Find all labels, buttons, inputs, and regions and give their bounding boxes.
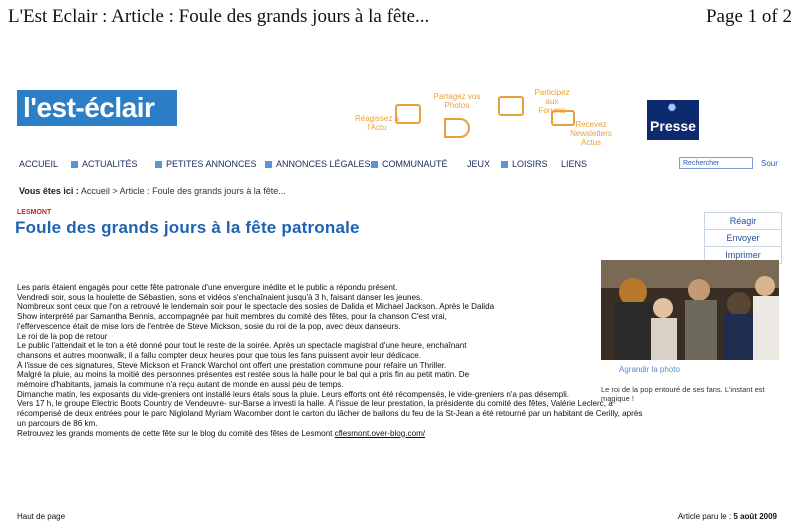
breadcrumb xyxy=(19,186,286,196)
published-label: Article paru le : xyxy=(677,512,732,521)
article-paragraph: Vendredi soir, sous la houlette de Sébastien, sons et vidéos s'enchaînaient jusqu'à 3 h, faisant danser les jeunes. xyxy=(17,292,423,302)
nav-annonces-legales[interactable] xyxy=(265,159,371,169)
nav-accueil[interactable]: ACCUEIL xyxy=(19,159,59,169)
square-bullet-icon xyxy=(265,161,272,168)
article-paragraph: Malgré la pluie, au moins la moitié des personnes présentes est restée sous la halle pour le bal qui a pris fin au petit matin. De xyxy=(17,370,470,380)
breadcrumb-prefix: Vous êtes ici : xyxy=(19,186,79,196)
search-button[interactable]: Sour xyxy=(761,159,778,168)
action-share-photos[interactable] xyxy=(427,92,487,140)
article-paragraph-last xyxy=(17,429,777,439)
enlarge-photo-link[interactable]: Agrandir la photo xyxy=(619,365,680,374)
presse-logo[interactable] xyxy=(647,100,699,140)
nav-liens[interactable]: LIENS xyxy=(561,159,588,169)
square-bullet-icon xyxy=(371,161,378,168)
blog-link[interactable]: cflesmont.over-blog.com/ xyxy=(334,428,426,438)
square-bullet-icon xyxy=(71,161,78,168)
article-kicker: LESMONT xyxy=(17,209,52,216)
article-paragraph: un parcours de 86 km. xyxy=(17,418,98,428)
article-paragraph: chansons et autres moonwalk, il a fallu compter deux heures pour que tous les fans puissent avoir leur dédicace. xyxy=(17,350,422,360)
nav-jeux[interactable]: JEUX xyxy=(467,159,491,169)
print-title: L'Est Eclair : Article : Foule des grands jours à la fête... xyxy=(8,6,430,27)
back-to-top-link[interactable]: Haut de page xyxy=(17,512,66,521)
chat-bubbles-icon xyxy=(498,96,524,116)
site xyxy=(7,58,793,528)
article-tools xyxy=(704,212,782,264)
breadcrumb-path[interactable]: Accueil > Article : Foule des grands jours à la fête... xyxy=(80,186,286,196)
speech-bubble-icon xyxy=(395,104,421,124)
article-paragraph: Show interprété par Samantha Bennis, accompagnée par huit membres du comité des fêtes, pour la chanson C'est vrai, xyxy=(17,312,447,322)
article-title: Foule des grands jours à la fête patronale xyxy=(15,218,360,237)
nav-label: PETITES ANNONCES xyxy=(166,159,257,169)
send-button[interactable]: Envoyer xyxy=(704,229,782,246)
nav-loisirs[interactable] xyxy=(501,159,548,169)
article-paragraph: Nombreux sont ceux que l'on a retrouvé le lendemain soir pour le spectacle des sosies de Dalida et Michael Jackson. Après le Dalida xyxy=(17,302,495,312)
nav-label: ACTUALITÉS xyxy=(82,159,138,169)
action-forums-label: Participez aux Forums xyxy=(534,88,570,115)
action-newsletters[interactable] xyxy=(547,114,617,147)
site-logo[interactable]: l'est-éclair xyxy=(17,90,177,126)
article-paragraph: mémoire d'habitants, jamais la commune n'a reçu autant de monde en aussi peu de temps. xyxy=(17,380,344,390)
article-paragraph: Vers 17 h, le groupe Electric Boots Country de Vendeuvre- sur-Barse a investi la halle. À l'issue de leur prestation, la présidente du comité des fêtes, Valérie Leclerc, a xyxy=(17,399,613,409)
article-body xyxy=(17,283,777,438)
publication-date xyxy=(678,512,777,521)
action-react[interactable] xyxy=(347,114,407,132)
nav-communaute[interactable] xyxy=(371,159,448,169)
action-share-photos-label: Partagez vos Photos xyxy=(433,92,481,110)
masthead xyxy=(7,70,793,147)
action-newsletters-label: Recevez Newsletters Actus xyxy=(570,120,612,147)
action-react-label: Réagissez à l'Actu xyxy=(354,114,400,132)
nav-label: LOISIRS xyxy=(512,159,548,169)
react-button[interactable]: Réagir xyxy=(704,212,782,229)
nav-actualites[interactable] xyxy=(71,159,138,169)
article-paragraph: récompensé de deux entrées pour le parc Nigloland Myriam Wacomber dont le carton du lâcher de ballons du feu de la St-Jean a été retourné par un habitant de Cerilly, après xyxy=(17,409,643,419)
presse-label: Presse xyxy=(650,118,696,134)
search-input[interactable]: Rechercher xyxy=(679,157,753,169)
article-paragraph: À l'issue de ces signatures, Steve Mickson et Franck Warchol ont offert une prestation commune pour refaire un Thriller. xyxy=(17,360,447,370)
square-bullet-icon xyxy=(501,161,508,168)
share-arrow-icon xyxy=(444,118,470,138)
article-paragraph: Dimanche matin, les exposants du vide-greniers ont installé leurs étals sous la pluie. Leurs efforts ont été récompensés, le vide-greniers n'a pas désempli. xyxy=(17,389,570,399)
print-page-number: Page 1 of 2 xyxy=(705,6,792,27)
published-date: 5 août 2009 xyxy=(733,512,777,521)
article-subheading: Le roi de la pop de retour xyxy=(17,331,108,341)
nav-label: ANNONCES LÉGALES xyxy=(276,159,371,169)
article-paragraph: l'effervescence était de mise lors de l'entrée de Steve Mickson, sosie du roi de la pop, avec deux danseurs. xyxy=(17,321,401,331)
print-header xyxy=(0,0,800,30)
photo-caption: Le roi de la pop entouré de ses fans. L'instant est magique ! xyxy=(601,385,765,403)
nav-label: COMMUNAUTÉ xyxy=(382,159,448,169)
article-paragraph: Le public l'attendait et le ton a été donné pour tout le reste de la soirée. Après un spectacle magistral d'une heure, enchaînant xyxy=(17,341,467,351)
print-button[interactable]: Imprimer xyxy=(704,246,782,264)
nav-petites-annonces[interactable] xyxy=(155,159,257,169)
square-bullet-icon xyxy=(155,161,162,168)
blog-text: Retrouvez les grands moments de cette fête sur le blog du comité des fêtes de Lesmont xyxy=(17,428,333,438)
main-nav xyxy=(19,157,789,173)
star-icon: ✺ xyxy=(667,103,677,114)
article-paragraph: Les paris étaient engagés pour cette fête patronale d'une envergure inédite et le public a répondu présent. xyxy=(17,283,398,292)
envelope-icon xyxy=(551,110,575,126)
